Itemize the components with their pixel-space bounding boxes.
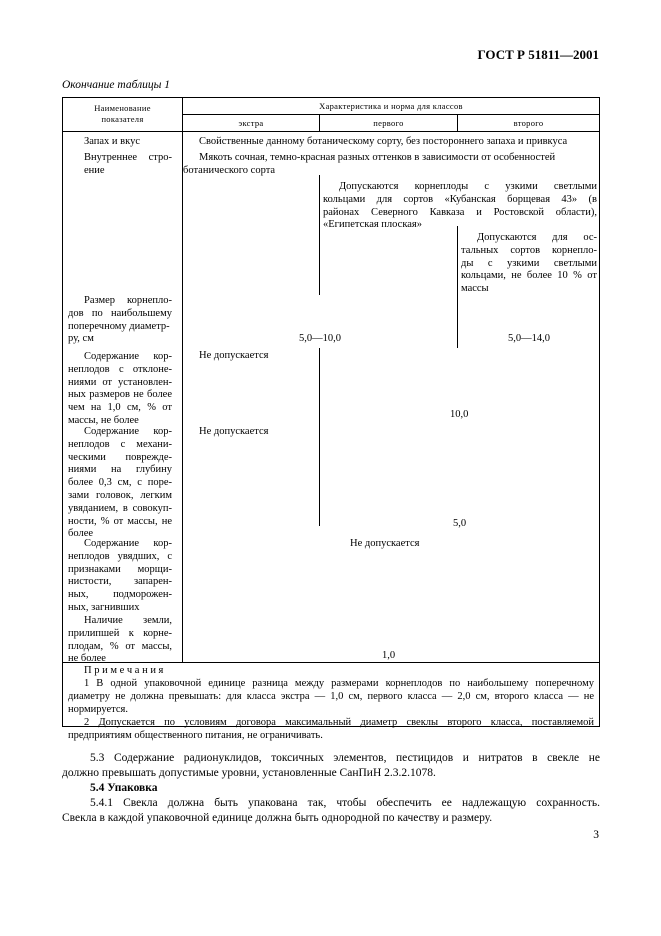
header-col-name: Наименование показателя [94,103,151,124]
paragraph-5-3: 5.3 Содержание радионуклидов, токсичных элементов, пестицидов и нитратов в свекле не должно превышать допустимые уровни, установленные СанПиН 2.3.2.1078. [62,752,600,779]
notes-title: П р и м е ч а н и я [84,665,164,676]
row-structure-name: Внутреннее стро- ение [84,152,172,176]
header-char-norm: Характеристика и норма для классов [319,101,463,111]
row-taste-value: Свойственные данному ботаническому сорту, без постороннего запаха и привкуса [199,136,568,147]
body-divider-1a [319,175,320,295]
structure-first-value: Допускаются корнеплоды с узкими светлыми кольцами для сортов «Кубанская борщевая 43» (в районах Северного Кавказа и Ростовской области), «Египетская плоская» [323,181,597,231]
row-deviation-name: Содержание кор- неплодов с отклоне- ниями от установлен- ных размеров не более чем на 1,0 см, % от массы, не более [68,351,172,426]
header-first: первого [373,118,404,128]
table-frame [62,97,600,663]
row-damage-name: Содержание кор- неплодов с механи- ческими поврежде- ниями на глубину более 0,3 см, с поре- зами головок, легким увяданием, в совокуп- ности, % от массы, не более [68,426,172,540]
row-soil-name: Наличие земли, прилипшей к корне- плодам, % от массы, не более [68,615,172,665]
section-5-4-heading: 5.4 Упаковка [90,782,158,794]
damage-value-extra: Не допускается [199,426,269,437]
soil-value: 1,0 [382,650,396,661]
row-structure-value: Мякоть сочная, темно-красная разных оттенков в зависимости от особенностей ботанического сорта [183,152,556,176]
body-divider-1b [319,348,320,526]
row-size-name: Размер корнепло- дов по наибольшему поперечному диаметр- ру, см [68,295,172,345]
size-value-second: 5,0—14,0 [508,333,550,344]
header-row-line [182,114,599,115]
document-header: ГОСТ Р 51811—2001 [477,47,599,62]
note-1: 1 В одной упаковочной единице разница между размерами корнеплодов по наибольшему поперечному диаметру не должна превышать: для класса экстра — 1,0 см, первого класса — 2,0 см, второго класса — не нормируется. [68,678,594,715]
size-value-extra-first: 5,0—10,0 [299,333,341,344]
wilted-value: Не допускается [350,538,420,549]
structure-second-value: Допускаются для ос- тальных сортов корнепло- ды с узкими светлыми кольцами, не более 10 % от массы [461,232,597,295]
page-number: 3 [593,829,599,841]
table-caption: Окончание таблицы 1 [62,79,170,91]
notes-box [62,662,600,741]
header-extra: экстра [238,118,264,128]
header-second: второго [513,118,544,128]
note-2: 2 Допускается по условиям договора максимальный диаметр свеклы второго класса, поставляемой предприятиям общественного питания, не ограничивать. [68,717,594,741]
col-divider-name [182,98,183,662]
row-wilted-name: Содержание кор- неплодов увядших, с признаками морщи- нистости, запарен- ных, подморожен- ных, загнивших [68,538,172,613]
body-divider-2 [457,226,458,348]
deviation-value-extra: Не допускается [199,350,269,361]
row-taste-name: Запах и вкус [84,136,141,147]
deviation-value-other: 10,0 [450,409,469,420]
damage-value-other: 5,0 [453,518,467,529]
paragraph-5-4-1: 5.4.1 Свекла должна быть упакована так, чтобы обеспечить ее надлежащую сохранность. Свекла в каждой упаковочной единице должна быть однородной по качеству и размеру. [62,797,600,824]
header-bottom-line [63,131,599,132]
